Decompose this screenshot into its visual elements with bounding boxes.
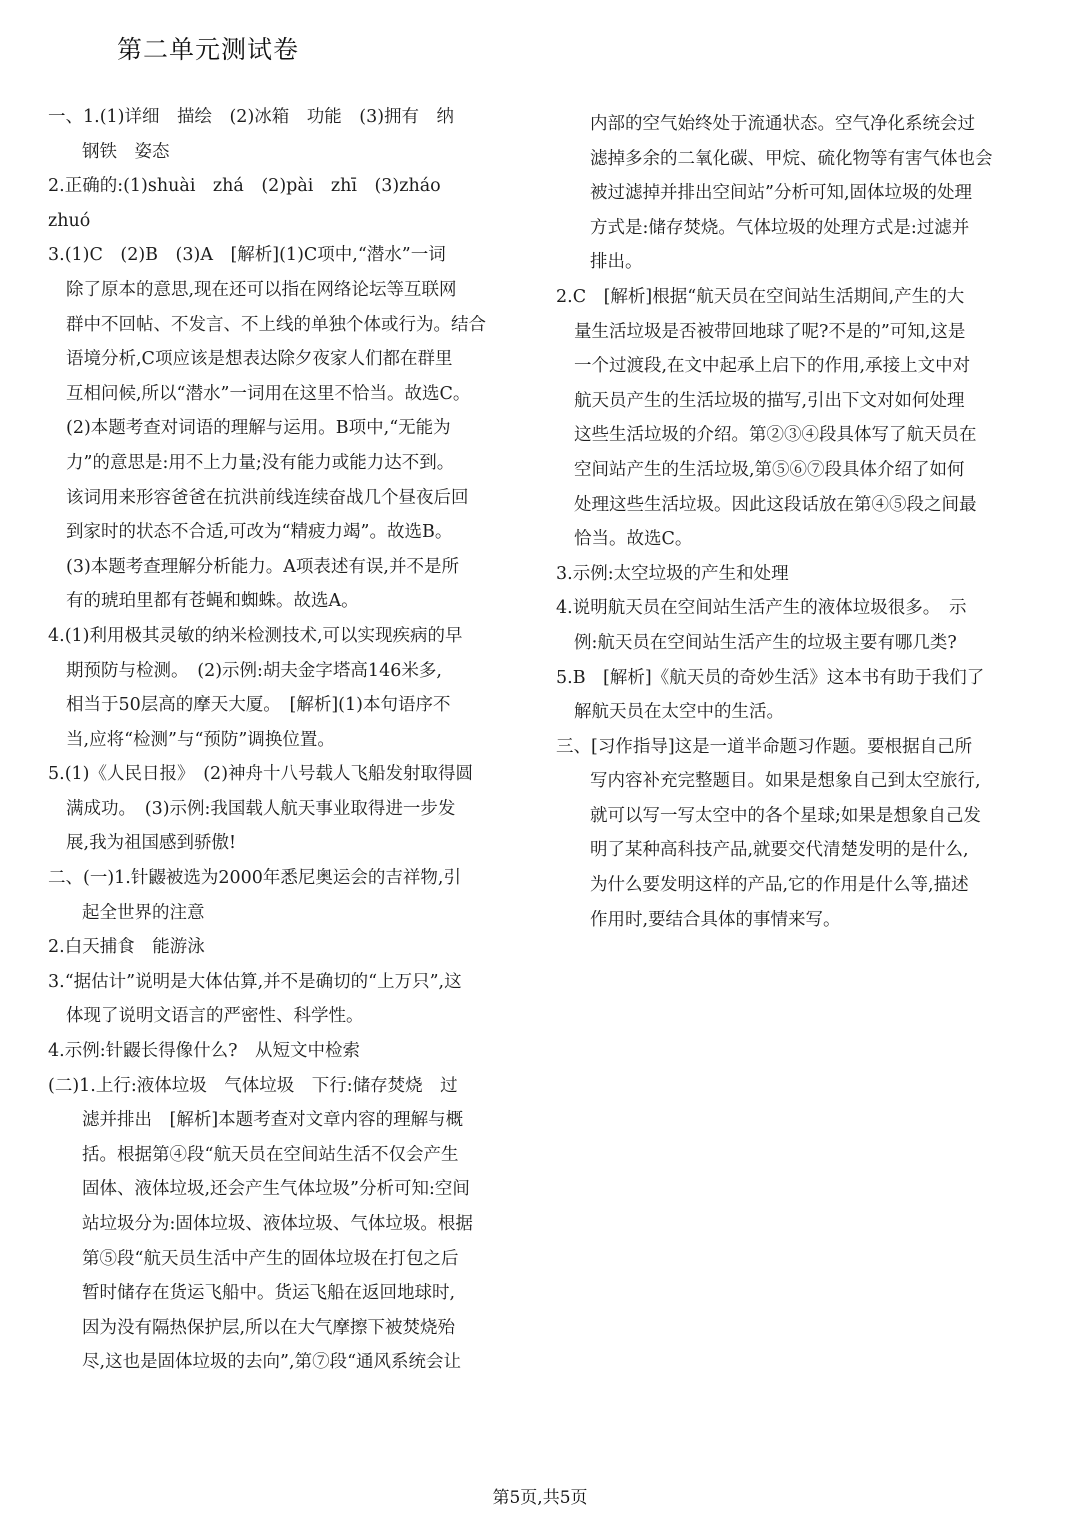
answer-line: 3.“据估计”说明是大体估算,并不是确切的“上万只”,这: [48, 971, 462, 992]
answer-line: 该词用来形容爸爸在抗洪前线连续奋战几个昼夜后回: [66, 487, 469, 508]
answer-line: 被过滤掉并排出空间站”分析可知,固体垃圾的处理: [590, 183, 973, 204]
answer-line: 起全世界的注意: [82, 902, 205, 923]
answer-line: 航天员产生的生活垃圾的描写,引出下文对如何处理: [574, 390, 965, 411]
answer-line: 2.正确的:(1)shuài zhá (2)pài zhī (3)zháo zhuó: [48, 176, 459, 231]
answer-line: 体现了说明文语言的严密性、科学性。: [66, 1006, 364, 1027]
answer-line: 滤并排出 [解析]本题考查对文章内容的理解与概: [82, 1110, 464, 1131]
answer-line: 暂时储存在货运飞船中。货运飞船在返回地球时,: [82, 1283, 456, 1304]
answer-line: 有的琥珀里都有苍蝇和蜘蛛。故选A。: [66, 591, 359, 612]
answer-line: (3)本题考查理解分析能力。A项表述有误,并不是所: [66, 556, 459, 577]
answer-line: 除了原本的意思,现在还可以指在网络论坛等互联网: [66, 279, 457, 300]
answer-line: 钢铁 姿态: [82, 141, 170, 162]
answer-line: (二)1.上行:液体垃圾 气体垃圾 下行:储存焚烧 过: [48, 1075, 458, 1096]
answer-line: 5.B [解析]《航天员的奇妙生活》这本书有助于我们了: [556, 667, 985, 688]
answer-line: 群中不回帖、不发言、不上线的单独个体或行为。结合: [66, 314, 486, 335]
answer-line: 滤掉多余的二氧化碳、甲烷、硫化物等有害气体也会: [590, 148, 993, 169]
answer-column-left: [48, 100, 500, 1380]
answer-line: 一个过渡段,在文中起承上启下的作用,承接上文中对: [574, 356, 971, 377]
answer-line: 到家时的状态不合适,可改为“精疲力竭”。故选B。: [66, 522, 453, 543]
answer-line: 4.(1)利用极其灵敏的纳米检测技术,可以实现疾病的早: [48, 625, 463, 646]
answer-line: 站垃圾分为:固体垃圾、液体垃圾、气体垃圾。根据: [82, 1214, 473, 1234]
answer-line: 4.示例:针鼹长得像什么? 从短文中检索: [48, 1041, 360, 1062]
answer-line: 量生活垃圾是否被带回地球了呢?不是的”可知,这是: [574, 321, 966, 342]
answer-line: 作用时,要结合具体的事情来写。: [590, 909, 841, 930]
answer-line: 尽,这也是固体垃圾的去向”,第⑦段“通风系统会让: [82, 1352, 462, 1373]
answer-line: 5.(1)《人民日报》 (2)神舟十八号载人飞船发射取得圆: [48, 764, 474, 785]
page-footer: 第5页,共5页: [492, 1488, 588, 1508]
answer-line: 一、1.(1)详细 描绘 (2)冰箱 功能 (3)拥有 纳: [48, 107, 455, 127]
answer-line: 期预防与检测。 (2)示例:胡夫金字塔高146米多,: [66, 660, 442, 681]
answer-line: 固体、液体垃圾,还会产生气体垃圾”分析可知:空间: [82, 1179, 470, 1200]
answer-line: 3.示例:太空垃圾的产生和处理: [556, 563, 789, 584]
page-title: 第二单元测试卷: [117, 35, 300, 64]
answer-line: 这些生活垃圾的介绍。第②③④段具体写了航天员在: [574, 425, 977, 446]
answer-line: 二、(一)1.针鼹被选为2000年悉尼奥运会的吉祥物,引: [48, 868, 461, 889]
answer-line: 空间站产生的生活垃圾,第⑤⑥⑦段具体介绍了如何: [574, 459, 965, 480]
answer-column-right: [556, 107, 1026, 937]
answer-line: 第⑤段“航天员生活中产生的固体垃圾在打包之后: [82, 1248, 459, 1269]
answer-line: 方式是:储存焚烧。气体垃圾的处理方式是:过滤并: [590, 217, 970, 238]
answer-line: 明了某种高科技产品,就要交代清楚发明的是什么,: [590, 840, 969, 861]
answer-line: (2)本题考查对词语的理解与运用。B项中,“无能为: [66, 418, 451, 439]
answer-line: 恰当。故选C。: [574, 529, 693, 550]
answer-line: 相当于50层高的摩天大厦。 [解析](1)本句语序不: [66, 695, 451, 716]
answer-line: 就可以写一写太空中的各个星球;如果是想象自己发: [590, 805, 981, 826]
answer-line: 因为没有隔热保护层,所以在大气摩擦下被焚烧殆: [82, 1317, 456, 1338]
answer-line: 为什么要发明这样的产品,它的作用是什么等,描述: [590, 875, 969, 896]
answer-line: 互相问候,所以“潜水”一词用在这里不恰当。故选C。: [66, 383, 471, 404]
answer-line: 处理这些生活垃圾。因此这段话放在第④⑤段之间最: [574, 494, 977, 515]
answer-line: 三、[习作指导]这是一道半命题习作题。要根据自己所: [556, 736, 973, 757]
answer-line: 4.说明航天员在空间站生活产生的液体垃圾很多。 示: [556, 598, 967, 619]
answer-line: 语境分析,C项应该是想表达除夕夜家人们都在群里: [66, 349, 453, 370]
answer-line: 例:航天员在空间站生活产生的垃圾主要有哪几类?: [574, 632, 957, 653]
answer-line: 2.白天捕食 能游泳: [48, 937, 205, 958]
answer-line: 力”的意思是:用不上力量;没有能力或能力达不到。: [66, 452, 455, 473]
answer-line: 解航天员在太空中的生活。: [574, 702, 784, 723]
answer-line: 2.C [解析]根据“航天员在空间站生活期间,产生的大: [556, 286, 965, 307]
answer-line: 展,我为祖国感到骄傲!: [66, 833, 237, 854]
answer-line: 内部的空气始终处于流通状态。空气净化系统会过: [590, 114, 975, 134]
answer-line: 满成功。 (3)示例:我国载人航天事业取得进一步发: [66, 798, 456, 819]
answer-line: 3.(1)C (2)B (3)A [解析](1)C项中,“潜水”一词: [48, 245, 446, 266]
answer-line: 括。根据第④段“航天员在空间站生活不仅会产生: [82, 1144, 459, 1165]
answer-line: 当,应将“检测”与“预防”调换位置。: [66, 729, 335, 750]
answer-line: 排出。: [590, 252, 643, 273]
answer-line: 写内容补充完整题目。如果是想象自己到太空旅行,: [590, 771, 981, 792]
